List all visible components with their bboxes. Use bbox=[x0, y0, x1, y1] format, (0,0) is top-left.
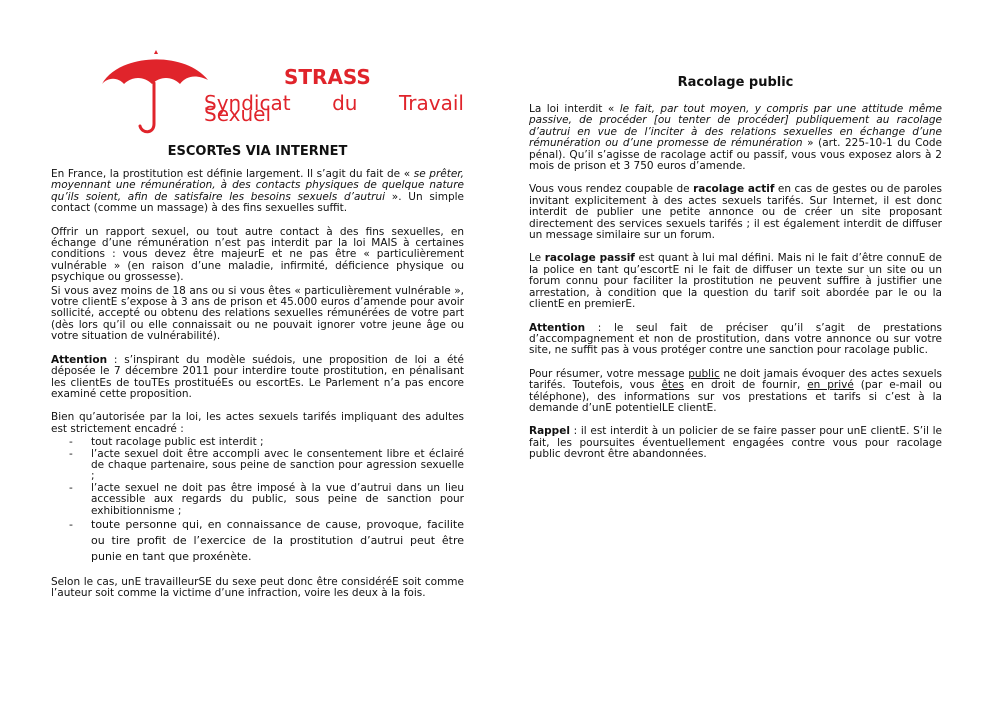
strass-logo bbox=[96, 50, 464, 142]
paragraph-definition: En France, la prostitution est définie largement. Il s’agit du fait de « se prêter, moyennant une rémunération, à des contacts physiques de quelque nature qu’ils soient, afin de satisfaire les besoins sexuels d’autrui ». Un simple contact (comme un massage) à des fins sexuelles suffit. bbox=[51, 168, 464, 215]
logo-title: STRASS bbox=[284, 65, 371, 89]
paragraph-summary: Pour résumer, votre message public ne doit jamais évoquer des actes sexuels tarifés. Toutefois, vous êtes en droit de fournir, en privé (par e-mail ou téléphone), des informations sur vos prestations et tarifs si c’est à la demande d’unE potentielLE clientE. bbox=[529, 367, 942, 414]
list-item: - tout racolage public est interdit ; bbox=[69, 437, 464, 448]
logo-subtitle: Syndicat du Travail Sexuel bbox=[204, 91, 464, 127]
list-item: - l’acte sexuel ne doit pas être imposé à la vue d’autrui dans un lieu accessible aux regards du public, sous peine de sanction pour exhibitionnisme ; bbox=[69, 483, 464, 517]
right-column bbox=[529, 75, 942, 473]
paragraph-minors: Si vous avez moins de 18 ans ou si vous êtes « particulièrement vulnérable », votre clientE s’expose à 3 ans de prison et 45.000 euros d’amende pour avoir sollicité, accepté ou obtenu des relations sexuelles rémunérées de votre part (dès lors qu’il ou elle connaissait ou ne pouvait ignorer votre jeune âge ou votre situation de vulnérabilité). bbox=[51, 284, 464, 343]
paragraph-racolage-passif: Le racolage passif est quant à lui mal défini. Mais ni le fait d’être connuE de la police en tant qu’escortE ni le fait de diffuser un texte sur un site ou un forum connu pour faciliter la prostitution ne peuvent suffire à justifier une arrestation, à condition que la question du tarif soit abordée par le ou la clientE en premierE. bbox=[529, 252, 942, 311]
list-item: - l’acte sexuel doit être accompli avec le consentement libre et éclairé de chaque partenaire, sous peine de sanction pour agression sexuelle ; bbox=[69, 449, 464, 483]
list-item: - toute personne qui, en connaissance de cause, provoque, facilite ou tire profit de l’exercice de la prostitution d’autrui peut être punie en tant que proxénète. bbox=[69, 517, 464, 565]
paragraph-racolage-actif: Vous vous rendez coupable de racolage actif en cas de gestes ou de paroles invitant explicitement à des actes sexuels tarifés. Sur Internet, il est donc interdit de publier une petite annonce ou de créer un site proposant directement des services sexuels tarifés ; il est également interdit de diffuser un message similaire sur un forum. bbox=[529, 183, 942, 242]
rules-list bbox=[69, 437, 464, 565]
paragraph-conditions: Offrir un rapport sexuel, ou tout autre contact à des fins sexuelles, en échange d’une rémunération n’est pas interdit par la loi MAIS à certaines conditions : vous devez être majeurE et ne pas être « particulièrement vulnérable » (en raison d’une maladie, infirmité, déficience physique ou psychique ou grossesse). bbox=[51, 225, 464, 284]
umbrella-icon bbox=[96, 50, 216, 140]
left-column bbox=[51, 50, 464, 612]
section-heading-racolage: Racolage public bbox=[677, 75, 794, 90]
section-heading-escortes: ESCORTeS VIA INTERNET bbox=[167, 144, 348, 159]
paragraph-attention-law: Attention : s’inspirant du modèle suédois, une proposition de loi a été déposée le 7 décembre 2011 pour interdire toute prostitution, en pénalisant les clientEs de touTEs prostituéEs ou escortEs. Le Parlement n’a pas encore examiné cette proposition. bbox=[51, 353, 464, 400]
paragraph-list-intro: Bien qu’autorisée par la loi, les actes sexuels tarifés impliquant des adultes est strictement encadré : bbox=[51, 411, 464, 435]
paragraph-conclusion: Selon le cas, unE travailleurSE du sexe peut donc être considéréE soit comme l’auteur soit comme la victime d’une infraction, voire les deux à la fois. bbox=[51, 575, 464, 600]
paragraph-rappel: Rappel : il est interdit à un policier de se faire passer pour unE clientE. S’il le fait, les poursuites éventuellement engagées contre vous pour racolage public devront être abandonnées. bbox=[529, 425, 942, 461]
paragraph-attention-racolage: Attention : le seul fait de préciser qu’il s’agit de prestations d’accompagnement et non de prostitution, dans votre annonce ou sur votre site, ne suffit pas à vous protéger contre une sanction pour racolage public. bbox=[529, 321, 942, 357]
paragraph-law-quote: La loi interdit « le fait, par tout moyen, y compris par une attitude même passive, de procéder [ou tenter de procéder] publiquement au racolage d’autrui en vue de l’inciter à des relations sexuelles en échange d’une rémunération ou d’une promesse de rémunération » (art. 225-10-1 du Code pénal). Qu’il s’agisse de racolage actif ou passif, vous vous exposez alors à 2 mois de prison et 3 750 euros d’amende. bbox=[529, 103, 942, 173]
